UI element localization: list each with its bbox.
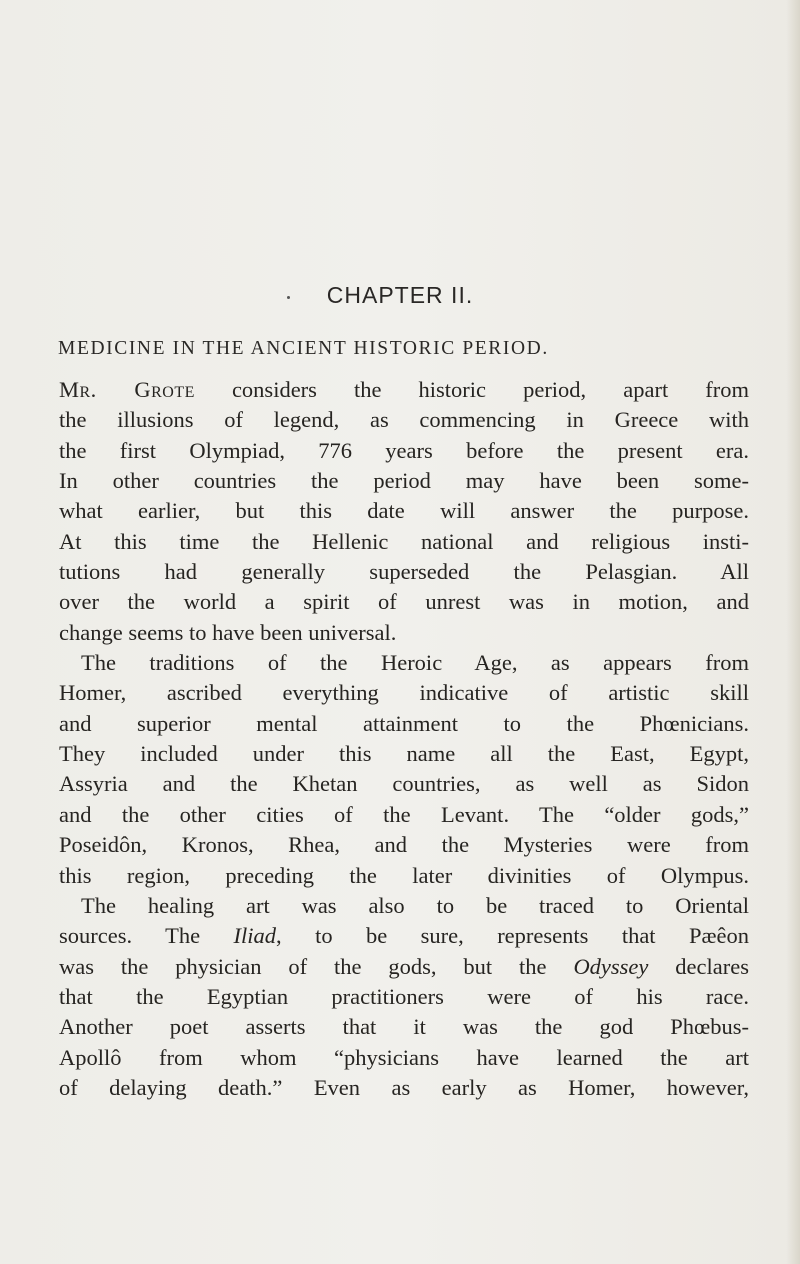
book-title-iliad: Iliad	[233, 923, 277, 949]
text-line: Homer, ascribed everything indicative of artistic skill	[59, 680, 749, 706]
text-line: Poseidôn, Kronos, Rhea, and the Mysteries were from	[59, 832, 749, 858]
text-line: tutions had generally superseded the Pelasgian. All	[59, 559, 749, 585]
text-line: was the physician of the gods, but the Odyssey declares	[59, 953, 750, 979]
text-line: of delaying death.” Even as early as Homer, however,	[59, 1074, 749, 1100]
text-line: and the other cities of the Levant. The “older gods,”	[59, 801, 749, 827]
text-line: At this time the Hellenic national and religious insti-	[59, 528, 749, 554]
text-line: that the Egyptian practitioners were of his race.	[59, 983, 749, 1009]
section-title: MEDICINE IN THE ANCIENT HISTORIC PERIOD.	[58, 338, 549, 359]
text-line: Apollô from whom “physicians have learned the art	[59, 1044, 749, 1070]
text-line: They included under this name all the East, Egypt,	[59, 741, 749, 767]
text-line: this region, preceding the later divinities of Olympus.	[59, 862, 749, 888]
text-line: The traditions of the Heroic Age, as appears from	[81, 650, 749, 676]
stray-dot-mark	[287, 296, 290, 299]
page-edge-shadow	[786, 0, 800, 1264]
text-line: change seems to have been universal.	[59, 619, 397, 645]
text-line: Mr. Grote considers the historic period, apart from	[59, 377, 750, 402]
text-line: sources. The Iliad, to be sure, represents that Pæêon	[59, 923, 749, 949]
text-line: the illusions of legend, as commencing in Greece with	[59, 407, 749, 433]
book-title-odyssey: Odyssey	[573, 953, 649, 979]
body-text	[59, 375, 749, 1103]
text-line: and superior mental attainment to the Phœnicians.	[59, 710, 749, 736]
chapter-heading-text: CHAPTER II.	[326, 282, 474, 308]
text-line: The healing art was also to be traced to Oriental	[81, 892, 749, 918]
text-line: the first Olympiad, 776 years before the present era.	[59, 437, 749, 463]
author-name-smallcaps: Mr. Grote	[59, 377, 195, 402]
text-line: over the world a spirit of unrest was in motion, and	[59, 589, 749, 615]
text-line: what earlier, but this date will answer the purpose.	[59, 498, 749, 524]
text-line: In other countries the period may have been some-	[59, 468, 749, 494]
chapter-heading	[0, 282, 800, 309]
text-line: Another poet asserts that it was the god Phœbus-	[59, 1014, 749, 1040]
text-line: Assyria and the Khetan countries, as well as Sidon	[59, 771, 749, 797]
